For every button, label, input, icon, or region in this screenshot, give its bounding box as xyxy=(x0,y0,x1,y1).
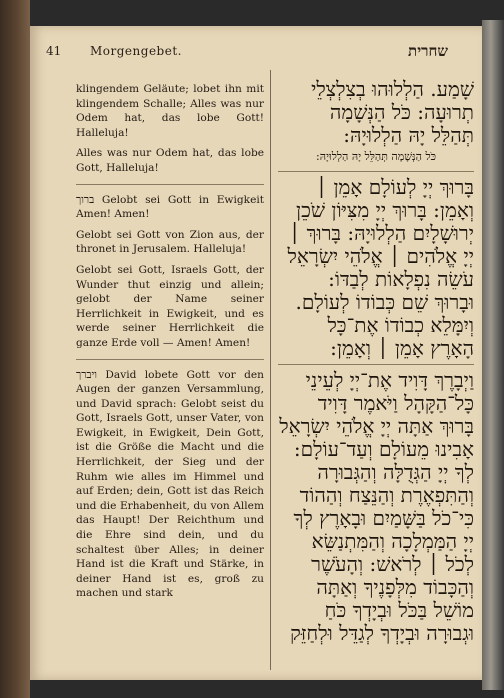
hebrew-line: בָּרוּךְ יְיָ לְעוֹלָם אָמֵן ׀ xyxy=(315,176,474,199)
hebrew-line: יְיָ אֱלֹהִים ׀ אֱלֹהֵי יִשְׂרָאֵל xyxy=(287,245,474,268)
divider xyxy=(76,184,264,185)
hebrew-line: כִּי־כֹל בַּשָּׁמַיִם וּבָאָרֶץ לְךָ xyxy=(293,507,474,530)
german-column xyxy=(76,82,264,607)
hebrew-column xyxy=(278,78,474,645)
hebrew-line: וַיְבָרֶךְ דָּוִיד אֶת־יְיָ לְעֵינֵי xyxy=(305,369,474,392)
german-paragraph: Gelobt sei Gott von Zion aus, der thronet in Jerusalem. Halleluja! xyxy=(76,228,264,256)
hebrew-line: בָּרוּךְ אַתָּה יְיָ אֱלֹהֵי יִשְׂרָאֵל xyxy=(279,415,474,438)
hebrew-line: שָׁמַע. הַלְלוּהוּ בְצִלְצְלֵי xyxy=(311,78,474,101)
page-title: Morgengebet. xyxy=(90,44,182,58)
german-paragraph: klingendem Geläute; lobet ihn mit klingendem Schalle; Alles was nur Odem hat, das lobe Gott! Halleluja! xyxy=(76,83,264,139)
book-spine xyxy=(0,0,30,698)
hebrew-line: יְיָ הַמַּמְלָכָה וְהַמִּתְנַשֵּׂא xyxy=(311,530,474,553)
page-number: 41 xyxy=(46,44,62,58)
hebrew-small-line: כֹּל הַנְּשָׁמָה תְּהַלֵּל יָהּ הַלְלוּיָהּ: xyxy=(316,150,436,163)
hebrew-line: וּבָרוּךְ שֵׁם כְּבוֹדוֹ לְעוֹלָם. xyxy=(295,291,474,314)
hebrew-line: וְהַכָּבוֹד מִלְּפָנֶיךָ וְאַתָּה xyxy=(316,576,474,599)
german-paragraph: Gelobt sei Gott, Israels Gott, der Wunder thut einzig und allein; gelobt der Name seiner Herrlichkeit in Ewigkeit, und es werde seiner Herrlichkeit die ganze Erde voll — Amen! Amen! xyxy=(76,263,264,349)
hebrew-line: וְהַתִּפְאֶרֶת וְהַנֵּצַח וְהַהוֹד xyxy=(299,484,474,507)
hebrew-title: שחרית xyxy=(408,42,448,60)
german-paragraph: Alles was nur Odem hat, das lobe Gott, Halleluja! xyxy=(76,147,264,174)
page-header xyxy=(40,44,466,64)
hebrew-line: לְךָ יְיָ הַגְּדֻלָּה וְהַגְּבוּרָה xyxy=(317,461,474,484)
hebrew-line: יְרוּשָׁלָיִם הַלְלוּיָהּ: בָּרוּךְ ׀ xyxy=(289,222,474,245)
book-page xyxy=(30,26,482,680)
column-divider xyxy=(270,70,271,670)
hebrew-line: וְאָמֵן: בָּרוּךְ יְיָ מִצִּיּוֹן שֹׁכֵן xyxy=(296,199,474,222)
german-paragraph: ויברך David lobete Gott vor den Augen der ganzen Versammlung, und David sprach: Gelobt seist du Gott, Israels Gott, unser Vater, von Ewigkeit, in Ewigkeit, Dein Gott, ist die Größe die Macht und die Herrlichkeit, der Sieg und der Ruhm wie alles im Himmel und auf Erden; dein, Gott ist das Reich und die Erhabenheit, du von Allem das Haupt! Der Reichthum und die Ehre sind dein, und du schaltest über Alles; in deiner Hand ist die Kraft und Stärke, in deiner Hand ist es, groß zu machen und stark xyxy=(76,368,264,600)
hebrew-line: וּגְבוּרָה וּבְיָדְךָ לְגַדֵּל וּלְחַזֵּק xyxy=(290,622,474,645)
hebrew-line: עֹשֵׂה נִפְלָאוֹת לְבַדּוֹ: xyxy=(328,268,474,291)
divider xyxy=(278,171,474,172)
hebrew-line: וְיִמָּלֵא כְבוֹדוֹ אֶת־כָּל xyxy=(327,314,474,337)
divider xyxy=(76,359,264,360)
hebrew-line: הָאָרֶץ אָמֵן ׀ וְאָמֵן: xyxy=(330,337,474,360)
hebrew-line: מוֹשֵׁל בַּכֹּל וּבְיָדְךָ כֹּחַ xyxy=(324,599,474,622)
hebrew-line: לְכֹל ׀ לְרֹאשׁ: וְהָעֹשֶׁר xyxy=(311,553,474,576)
hebrew-line: כָּל־הַקָּהָל וַיֹּאמֶר דָּוִיד xyxy=(317,392,474,415)
hebrew-line: תְרוּעָה: כֹּל הַנְּשָׁמָה xyxy=(329,101,474,124)
page-edge xyxy=(482,20,504,690)
german-paragraph: ברוך Gelobt sei Gott in Ewigkeit Amen! Amen! xyxy=(76,193,264,221)
hebrew-line: תְּהַלֵּל יָהּ הַלְלוּיָהּ: xyxy=(343,124,474,147)
hebrew-line: אָבִינוּ מֵעוֹלָם וְעַד־עוֹלָם: xyxy=(293,438,474,461)
divider xyxy=(278,364,474,365)
